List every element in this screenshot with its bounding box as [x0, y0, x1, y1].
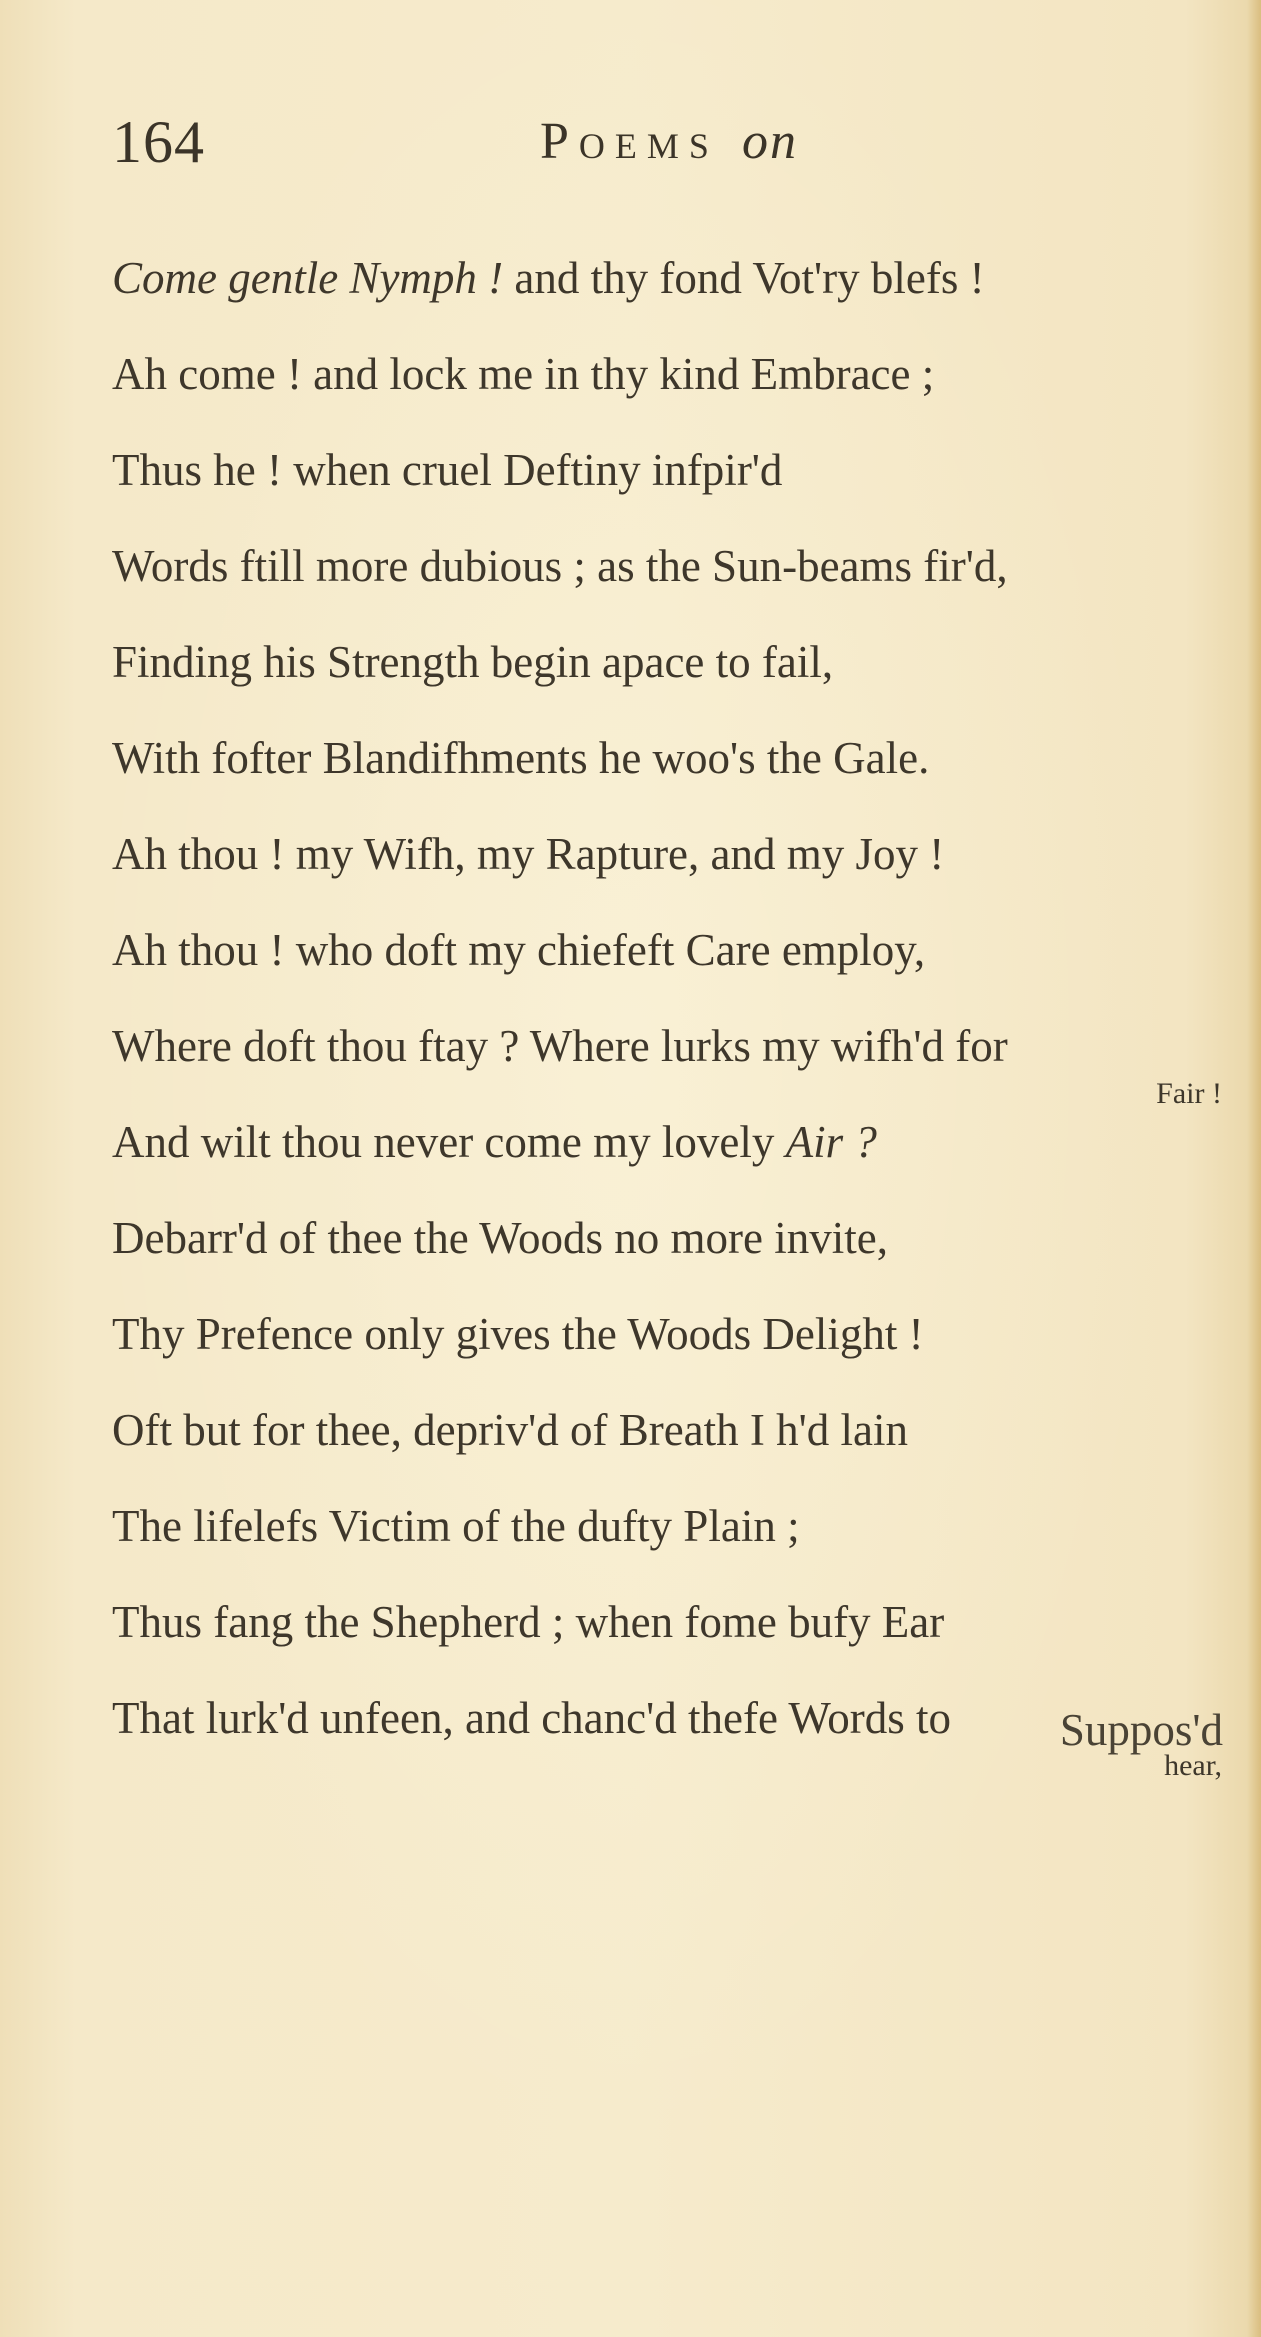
running-head	[540, 112, 798, 171]
poem-line-5: Finding his Strength begin apace to fail,	[112, 637, 834, 687]
poem-line-11: Debarr'd of thee the Woods no more invite,	[112, 1213, 888, 1263]
page-header	[112, 108, 1152, 188]
poem-line-10-italic: Air ?	[785, 1117, 877, 1167]
page-number: 164	[112, 109, 205, 175]
running-head-main: Poems	[540, 113, 719, 170]
poem-line-9: Where doft thou ftay ? Where lurks my wifh'd for	[112, 1021, 1008, 1071]
poem-line-12: Thy Prefence only gives the Woods Delight !	[112, 1309, 924, 1359]
poem-line-3: Thus he ! when cruel Deftiny infpir'd	[112, 445, 783, 495]
poem-line-1-text: and thy fond Vot'ry blefs !	[503, 253, 985, 303]
poem-text	[112, 248, 1222, 1784]
poem-line-4: Words ftill more dubious ; as the Sun-beams fir'd,	[112, 541, 1008, 591]
poem-line-10-text: And wilt thou never come my lovely	[112, 1117, 786, 1167]
poem-line-6: With fofter Blandifhments he woo's the Gale.	[112, 733, 930, 783]
poem-line-1-italic: Come gentle Nymph !	[112, 253, 504, 303]
poem-line-8: Ah thou ! who doft my chiefeft Care employ,	[112, 925, 926, 975]
poem-line-1	[112, 248, 1222, 344]
poem-line-16: That lurk'd unfeen, and chanc'd thefe Words to	[112, 1693, 951, 1743]
poem-line-7: Ah thou ! my Wifh, my Rapture, and my Joy !	[112, 829, 945, 879]
poem-line-16-turnover: hear,	[1164, 1749, 1222, 1782]
running-head-italic: on	[741, 113, 798, 170]
poem-line-16-turnover-row	[112, 1748, 1222, 1784]
poem-line-9-turnover: Fair !	[1156, 1077, 1222, 1110]
poem-line-10	[112, 1112, 1222, 1208]
catchword: Suppos'd	[1059, 1705, 1223, 1755]
poem-line-15: Thus fang the Shepherd ; when fome bufy Ear	[112, 1597, 945, 1647]
poem-line-14: The lifelefs Victim of the dufty Plain ;	[112, 1501, 800, 1551]
poem-line-13: Oft but for thee, depriv'd of Breath I h'd lain	[112, 1405, 908, 1455]
poem-line-9-turnover-row	[112, 1076, 1222, 1112]
poem-line-2: Ah come ! and lock me in thy kind Embrace ;	[112, 349, 935, 399]
page-edge-shadow	[1247, 0, 1261, 2337]
